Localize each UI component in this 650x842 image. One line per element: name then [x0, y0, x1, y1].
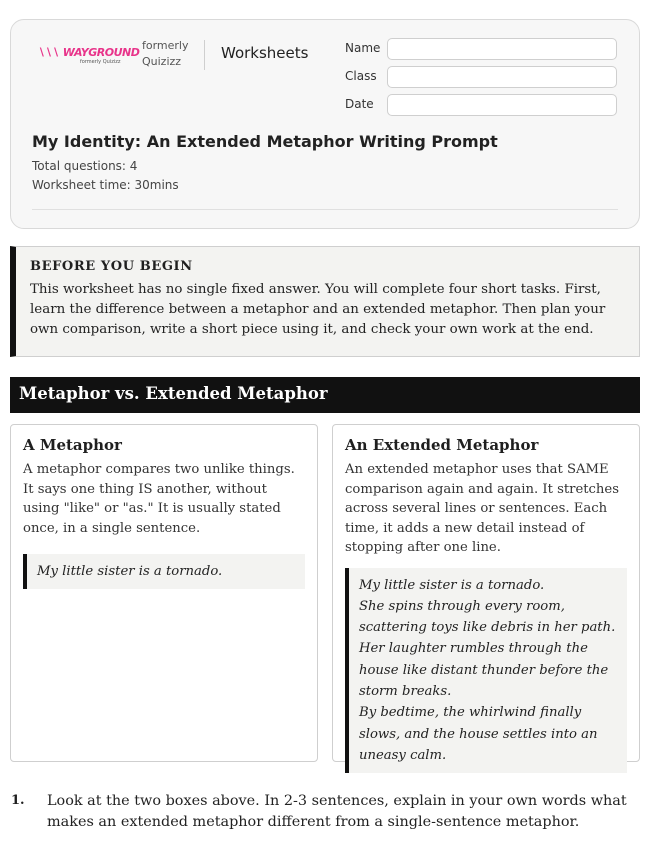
extended-metaphor-description: An extended metaphor uses that SAME comparison again and again. It stretches across several lines or sentences. Each time, it adds a new detail instead of stopping after one line.	[345, 462, 619, 555]
formerly-label: formerly Quizizz	[142, 39, 189, 68]
class-field[interactable]	[387, 66, 617, 88]
extended-metaphor-example	[345, 568, 627, 774]
example-line: She spins through every room, scattering toys like debris in her path.	[359, 598, 616, 636]
before-you-begin-title: BEFORE YOU BEGIN	[30, 259, 193, 274]
question-text: Look at the two boxes above. In 2-3 sentences, explain in your own words what makes an extended metaphor different from a single-sentence metaphor.	[47, 793, 627, 830]
name-label: Name	[345, 41, 381, 55]
question-number: 1.	[11, 793, 25, 808]
worksheet-header	[10, 19, 640, 229]
worksheets-label: Worksheets	[221, 44, 309, 62]
extended-metaphor-title: An Extended Metaphor	[345, 436, 539, 454]
metaphor-box	[10, 424, 318, 762]
name-field-row	[345, 38, 618, 60]
header-bottom-divider	[32, 209, 618, 210]
date-label: Date	[345, 97, 374, 111]
extended-metaphor-box	[332, 424, 640, 762]
class-label: Class	[345, 69, 377, 83]
section-banner: Metaphor vs. Extended Metaphor	[10, 377, 640, 413]
wayground-logo	[38, 43, 140, 69]
name-field[interactable]	[387, 38, 617, 60]
example-line: Her laughter rumbles through the house like distant thunder before the storm breaks.	[359, 641, 609, 699]
date-field-row	[345, 94, 618, 116]
worksheet-title: My Identity: An Extended Metaphor Writing Prompt	[32, 132, 498, 151]
metaphor-example	[23, 554, 305, 589]
logo-subtext: formerly Quizizz	[80, 59, 121, 65]
logo-wordmark: ∖∖∖ WAYGROUND	[38, 46, 140, 59]
before-you-begin-text: This worksheet has no single fixed answer. You will complete four short tasks. First, learn the difference between a metaphor and an extended metaphor. Then plan your own comparison, write a short piece using it, and check your own work at the end.	[30, 282, 606, 337]
example-line: My little sister is a tornado.	[37, 564, 223, 579]
metaphor-title: A Metaphor	[23, 436, 122, 454]
example-line: My little sister is a tornado.	[359, 577, 545, 593]
class-field-row	[345, 66, 618, 88]
before-you-begin-box	[10, 246, 640, 357]
header-divider	[204, 40, 205, 70]
date-field[interactable]	[387, 94, 617, 116]
metaphor-description: A metaphor compares two unlike things. It says one thing IS another, without using "like" or "as." It is usually stated once, in a single sentence.	[23, 462, 295, 536]
worksheet-time: Worksheet time: 30mins	[32, 178, 179, 192]
total-questions: Total questions: 4	[32, 159, 138, 173]
example-line: By bedtime, the whirlwind finally slows, and the house settles into an uneasy calm.	[359, 705, 598, 763]
